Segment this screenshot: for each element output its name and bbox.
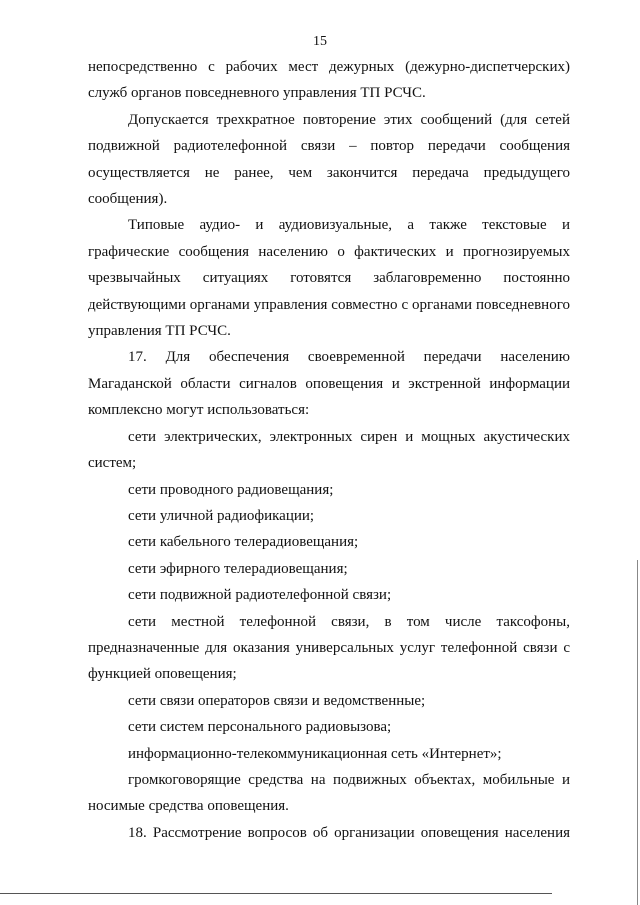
list-item-loudspeakers: громкоговорящие средства на подвижных объектах, мобильные и носимые средства оповещения. (88, 771, 570, 815)
paragraph-item-18: 18. Рассмотрение вопросов об организации оповещения населения (128, 824, 570, 841)
page-number: 15 (313, 34, 327, 49)
paragraph-typical-messages: Типовые аудио- и аудиовизуальные, а также текстовые и графические сообщения населению о фактических и прогнозируемых чрезвычайных ситуациях готовятся заблаговременно постоянно действующими органами управления совместно с органами повседневного управления ТП РСЧС. (88, 217, 570, 340)
list-item-wired-broadcasting: сети проводного радиовещания; (128, 481, 334, 498)
list-item-internet: информационно-телекоммуникационная сеть «Интернет»; (128, 745, 502, 762)
list-item-street-radio: сети уличной радиофикации; (128, 507, 315, 524)
list-item-paging: сети систем персонального радиовызова; (128, 719, 392, 736)
paragraph-continuation: непосредственно с рабочих мест дежурных (дежурно-диспетчерских) служб органов повседневного управления ТП РСЧС. (88, 59, 570, 102)
list-item-operator-networks: сети связи операторов связи и ведомственные; (128, 692, 426, 709)
list-item-sirens: сети электрических, электронных сирен и мощных акустических систем; (88, 428, 570, 472)
document-body (88, 54, 570, 846)
scan-edge-line (637, 560, 638, 905)
list-item-mobile-network: сети подвижной радиотелефонной связи; (128, 587, 392, 604)
paragraph-repeat-messages: Допускается трехкратное повторение этих сообщений (для сетей подвижной радиотелефонной связи – повтор передачи сообщения осуществляется не ранее, чем закончится передача предыдущего сообщения). (88, 111, 570, 208)
paragraph-item-17: 17. Для обеспечения своевременной передачи населению Магаданской области сигналов оповещения и экстренной информации комплексно могут использоваться: (88, 349, 570, 419)
list-item-broadcast-tv: сети эфирного телерадиовещания; (128, 560, 348, 577)
bottom-rule (0, 893, 552, 894)
list-item-local-telephone: сети местной телефонной связи, в том числе таксофоны, предназначенные для оказания универсальных услуг телефонной связи с функцией оповещения; (88, 613, 570, 683)
list-item-cable-tv: сети кабельного телерадиовещания; (128, 534, 359, 551)
